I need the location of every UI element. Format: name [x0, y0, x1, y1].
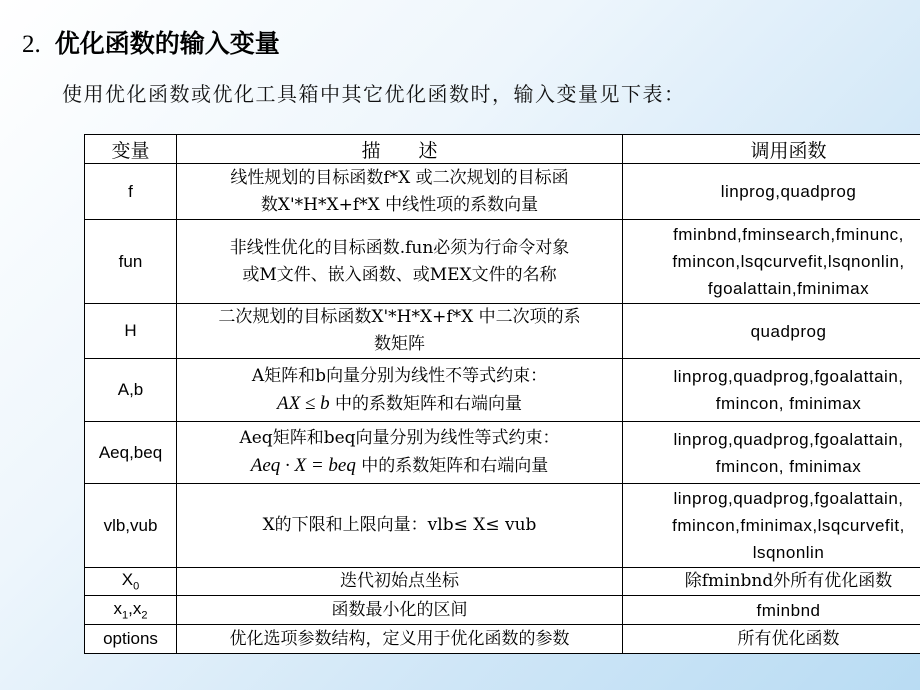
- variable-cell: A,b: [85, 359, 177, 422]
- functions-line: lsqnonlin: [752, 543, 825, 562]
- description-line: 函数最小化的区间: [331, 599, 468, 620]
- description-line: [177, 390, 622, 418]
- description-line: 优化选项参数结构，定义用于优化函数的参数: [229, 628, 570, 649]
- functions-line: fminbnd,fminsearch,fminunc,: [673, 225, 904, 244]
- description-line: X的下限和上限向量：vlb≤ X≤ vub: [262, 515, 537, 535]
- functions-line: fmincon, fminimax: [715, 394, 862, 413]
- table-row: [85, 304, 920, 359]
- description-cell: [177, 625, 623, 654]
- description-text: 中的系数矩阵和右端向量: [335, 393, 523, 414]
- variable-name: x: [132, 598, 142, 618]
- variable-cell: vlb,vub: [85, 484, 177, 568]
- functions-cell: [623, 596, 920, 625]
- functions-cell: [623, 220, 920, 304]
- section-heading: [22, 24, 280, 60]
- functions-line: fminbnd: [756, 600, 821, 620]
- description-cell: [177, 359, 623, 422]
- inequality-formula: AX ≤ b: [276, 392, 330, 414]
- functions-cell: [623, 304, 920, 359]
- equality-formula: Aeq · X = beq: [250, 455, 356, 476]
- variable-cell: Aeq,beq: [85, 422, 177, 484]
- description-cell: [177, 164, 623, 220]
- description-line: 或M文件、嵌入函数、或MEX文件的名称: [242, 264, 557, 285]
- description-cell: [177, 484, 623, 568]
- functions-line: fmincon,fminimax,lsqcurvefit,: [672, 516, 905, 535]
- header-variable: 变量: [85, 135, 177, 164]
- table-header-row: [85, 135, 920, 164]
- variable-cell: [85, 568, 177, 596]
- table-row: [85, 484, 920, 568]
- table-row: [85, 164, 920, 220]
- table-row: [85, 359, 920, 422]
- functions-line: linprog,quadprog: [720, 182, 857, 201]
- variable-cell: options: [85, 625, 177, 654]
- input-variables-table-wrapper: [84, 134, 920, 656]
- table-row: [85, 422, 920, 484]
- functions-cell: [623, 422, 920, 484]
- functions-line: 所有优化函数: [737, 628, 840, 649]
- variable-cell: $x_1,x_2$: [85, 596, 177, 625]
- functions-line: 除fminbnd外所有优化函数: [684, 571, 893, 591]
- variable-cell: fun: [85, 220, 177, 304]
- input-variables-table: [84, 134, 920, 654]
- description-line: 非线性优化的目标函数.fun必须为行命令对象: [229, 237, 570, 258]
- description-cell: [177, 568, 623, 596]
- functions-line: linprog,quadprog,fgoalattain,: [673, 489, 904, 508]
- description-line: [177, 452, 622, 480]
- functions-line: fmincon,lsqcurvefit,lsqnonlin,: [672, 252, 905, 271]
- table-row: [85, 220, 920, 304]
- description-cell: [177, 304, 623, 359]
- functions-line: fmincon, fminimax: [715, 456, 862, 476]
- functions-cell: [623, 568, 920, 596]
- table-row: [85, 568, 920, 596]
- functions-line: fgoalattain,fminimax: [707, 279, 870, 298]
- functions-cell: [623, 164, 920, 220]
- variable-cell: f: [85, 164, 177, 220]
- description-cell: [177, 596, 623, 625]
- variable-cell: H: [85, 304, 177, 359]
- functions-line: quadprog: [750, 321, 827, 341]
- variable-name: X: [121, 570, 134, 590]
- functions-cell: [623, 625, 920, 654]
- description-cell: [177, 422, 623, 484]
- description-text: 中的系数矩阵和右端向量: [361, 456, 549, 476]
- variable-name: x: [113, 598, 122, 618]
- functions-cell: [623, 359, 920, 422]
- description-line: A矩阵和b向量分别为线性不等式约束：: [251, 365, 548, 386]
- functions-cell: [623, 484, 920, 568]
- description-line: Aeq矩阵和beq向量分别为线性等式约束：: [239, 428, 560, 448]
- section-title: 优化函数的输入变量: [54, 29, 280, 58]
- table-row: [85, 625, 920, 654]
- variable-subscript: 0: [133, 580, 140, 593]
- header-description: 描 述: [177, 135, 623, 164]
- description-line: 二次规划的目标函数X'*H*X+f*X 中二次项的系: [218, 307, 581, 327]
- variable-subscript: 2: [141, 609, 148, 622]
- description-line: 线性规划的目标函数f*X 或二次规划的目标函: [230, 167, 569, 188]
- intro-text: 使用优化函数或优化工具箱中其它优化函数时，输入变量见下表：: [62, 82, 686, 106]
- functions-line: linprog,quadprog,fgoalattain,: [673, 429, 904, 449]
- description-line: 迭代初始点坐标: [340, 571, 459, 591]
- table-row: [85, 596, 920, 625]
- description-line: 数X'*H*X+f*X 中线性项的系数向量: [260, 194, 539, 215]
- functions-line: linprog,quadprog,fgoalattain,: [673, 367, 904, 386]
- variable-subscript: 1: [122, 609, 129, 622]
- description-cell: [177, 220, 623, 304]
- section-number: 2.: [22, 31, 41, 58]
- description-line: 数矩阵: [374, 334, 425, 354]
- header-calling-functions: 调用函数: [623, 135, 920, 164]
